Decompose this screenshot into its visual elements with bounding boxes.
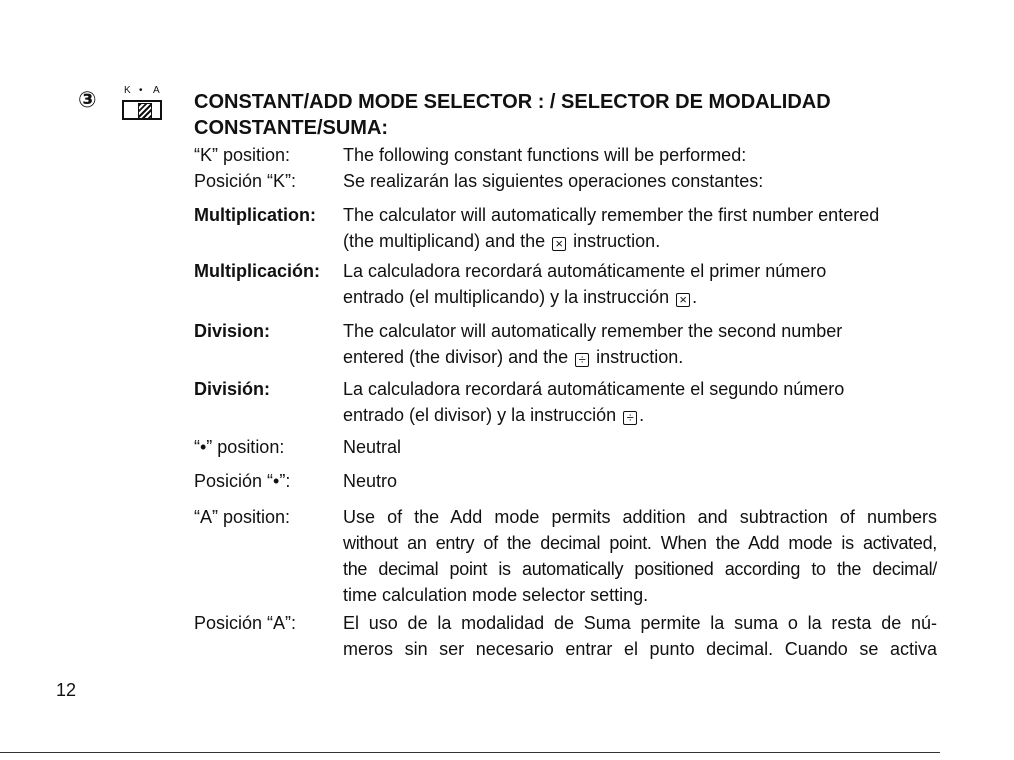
entry-desc [343, 258, 939, 310]
desc-line: The calculator will automatically remember the second number [343, 321, 843, 341]
section-marker-circled-3: ③ [78, 87, 97, 112]
desc-line: The calculator will automatically remember the first number entered [343, 205, 880, 225]
entry-term: Multiplicación: [194, 261, 320, 281]
desc-line [343, 402, 939, 428]
desc-text: instruction. [596, 347, 684, 367]
desc-text: instruction. [573, 231, 661, 251]
desc-line: meros sin ser necesario entrar el punto decimal. Cuando se activa [343, 639, 937, 659]
desc-line: time calculation mode selector setting. [343, 585, 649, 605]
desc-line: La calculadora recordará automáticamente el segundo número [343, 379, 845, 399]
entry-desc: Neutral [343, 437, 402, 457]
desc-text: . [639, 405, 645, 425]
title-line-2: CONSTANTE/SUMA: [194, 117, 389, 139]
desc-text: . [692, 287, 698, 307]
entry-desc [343, 318, 939, 370]
desc-line: El uso de la modalidad de Suma permite la suma o la resta de nú- [343, 613, 937, 633]
desc-text: (the multiplicand) and the [343, 231, 546, 251]
switch-knob [138, 103, 152, 119]
entry-term: Posición “K”: [194, 171, 297, 191]
entry-term: “A” position: [194, 507, 291, 527]
switch-label-a: A [153, 85, 160, 96]
multiply-key-icon: × [552, 237, 566, 251]
entry-term: “•” position: [194, 437, 285, 457]
divide-key-icon: ÷ [623, 411, 637, 425]
desc-line [343, 284, 939, 310]
entry-term: División: [194, 379, 271, 399]
entry-desc [343, 504, 937, 608]
desc-line [343, 228, 943, 254]
entry-desc: Se realizarán las siguientes operaciones constantes: [343, 171, 764, 191]
entry-term: Division: [194, 321, 271, 341]
desc-line [343, 344, 939, 370]
entry-desc [343, 202, 943, 254]
desc-line: Use of the Add mode permits addition and subtraction of numbers [343, 507, 937, 527]
switch-frame [122, 100, 162, 120]
entry-term: “K” position: [194, 145, 291, 165]
desc-line: La calculadora recordará automáticamente el primer número [343, 261, 827, 281]
desc-line: without an entry of the decimal point. When the Add mode is activated, [343, 533, 937, 553]
desc-text: entrado (el multiplicando) y la instrucción [343, 287, 670, 307]
entry-term: Multiplication: [194, 205, 316, 225]
switch-label-neutral: • [139, 85, 143, 96]
entry-desc: Neutro [343, 471, 398, 491]
constant-add-switch-icon [120, 86, 166, 124]
bottom-rule [0, 752, 940, 753]
divide-key-icon: ÷ [575, 353, 589, 367]
switch-label-k: K [124, 85, 131, 96]
page-number: 12 [56, 680, 77, 700]
desc-text: entrado (el divisor) y la instrucción [343, 405, 617, 425]
entry-term: Posición “A”: [194, 613, 297, 633]
entry-desc [343, 610, 937, 662]
desc-text: entered (the divisor) and the [343, 347, 569, 367]
desc-line: the decimal point is automatically positioned according to the decimal/ [343, 559, 937, 579]
multiply-key-icon: × [676, 293, 690, 307]
title-line-1: CONSTANT/ADD MODE SELECTOR : / SELECTOR DE MODALIDAD [194, 91, 831, 113]
entry-desc [343, 376, 939, 428]
section-title [194, 89, 894, 141]
entry-desc: The following constant functions will be performed: [343, 145, 747, 165]
entry-term: Posición “•”: [194, 471, 291, 491]
